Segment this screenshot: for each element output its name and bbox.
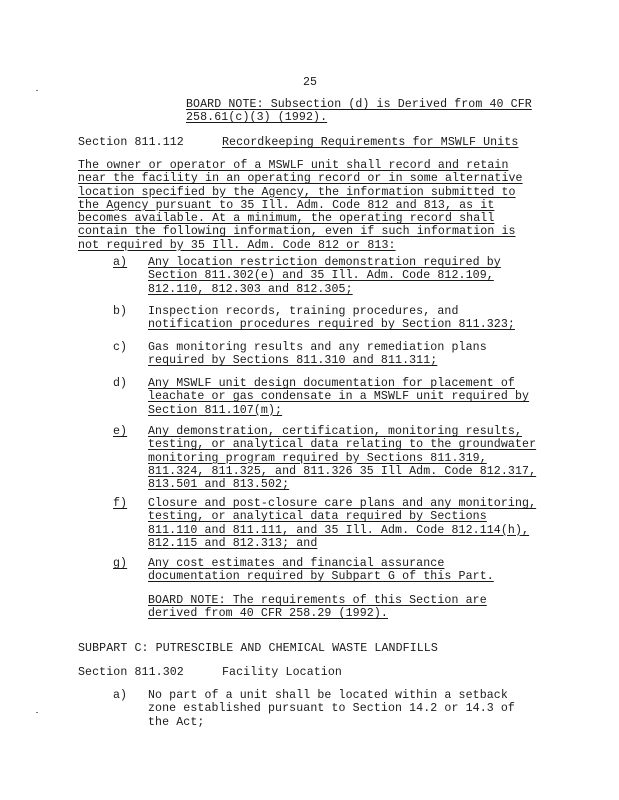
intro-line: becomes available. At a minimum, the operating record shall xyxy=(78,212,495,226)
item-line: notification procedures required by Section 811.323; xyxy=(148,318,515,332)
item-text xyxy=(148,377,529,417)
intro-line: contain the following information, even if such information is xyxy=(78,225,516,239)
item-line: documentation required by Subpart G of this Part. xyxy=(148,570,494,584)
item-line: 812.110, 812.303 and 812.305; xyxy=(148,282,353,296)
section-number: Section 811.302 xyxy=(78,666,184,679)
intro-line: location specified by the Agency, the information submitted to xyxy=(78,185,516,199)
item-line: 811.110 and 811.111, and 35 Ill. Adm. Code 812.114(h), xyxy=(148,523,530,537)
item-line: Any MSWLF unit design documentation for placement of xyxy=(148,377,515,390)
item-line: leachate or gas condensate in a MSWLF unit required by xyxy=(148,390,530,404)
section-title: Facility Location xyxy=(222,666,342,679)
item-label: g) xyxy=(113,557,128,570)
item-line: Any cost estimates and financial assurance xyxy=(148,557,445,570)
board-note-top xyxy=(186,98,532,125)
item-line: 813.501 and 813.502; xyxy=(148,478,290,492)
item-text xyxy=(148,425,536,491)
scan-mark xyxy=(36,712,38,713)
item-line: monitoring program required by Sections 811.319, xyxy=(148,451,487,465)
intro-line: the Agency pursuant to 35 Ill. Adm. Code 812 and 813, as it xyxy=(78,198,495,212)
item-text xyxy=(148,256,501,296)
item-text xyxy=(148,689,515,729)
item-text xyxy=(148,305,515,332)
subpart-heading: SUBPART C: PUTRESCIBLE AND CHEMICAL WASTE LANDFILLS xyxy=(78,642,438,655)
item-label: a) xyxy=(113,256,128,269)
item-line: zone established pursuant to Section 14.2 or 14.3 of xyxy=(148,702,515,716)
item-label: a) xyxy=(113,689,128,702)
item-label: b) xyxy=(113,305,128,318)
intro-line: not required by 35 Ill. Adm. Code 812 or 813: xyxy=(78,238,396,252)
item-line: No part of a unit shall be located within a setback xyxy=(148,689,508,702)
item-label: e) xyxy=(113,425,128,438)
item-line: Section 811.302(e) and 35 Ill. Adm. Code 812.109, xyxy=(148,269,494,283)
item-line: Any demonstration, certification, monitoring results, xyxy=(148,425,523,438)
item-line: 812.115 and 812.313; and xyxy=(148,536,318,550)
item-text xyxy=(148,341,487,368)
board-note-line: derived from 40 CFR 258.29 (1992). xyxy=(148,607,388,621)
item-text xyxy=(148,497,536,550)
board-note-line: BOARD NOTE: The requirements of this Section are xyxy=(148,594,487,607)
section-number: Section 811.112 xyxy=(78,136,184,149)
item-line: Section 811.107(m); xyxy=(148,403,283,417)
board-note-bottom xyxy=(148,594,487,621)
item-line: Closure and post-closure care plans and any monitoring, xyxy=(148,497,537,510)
board-note-line: 258.61(c)(3) (1992). xyxy=(186,111,328,125)
page-number: 25 xyxy=(303,76,318,89)
intro-line: near the facility in an operating record or in some alternative xyxy=(78,172,523,186)
item-line: Gas monitoring results and any remediation plans xyxy=(148,341,487,354)
item-line: 811.324, 811.325, and 811.326 35 Ill Adm. Code 812.317, xyxy=(148,464,537,478)
item-line: testing, or analytical data required by Sections xyxy=(148,510,487,524)
scan-mark xyxy=(36,90,38,91)
item-label: c) xyxy=(113,341,128,354)
intro-paragraph xyxy=(78,159,523,252)
item-line: required by Sections 811.310 and 811.311; xyxy=(148,354,438,368)
item-line: the Act; xyxy=(148,715,205,729)
board-note-line: BOARD NOTE: Subsection (d) is Derived from 40 CFR xyxy=(186,98,532,111)
item-label: d) xyxy=(113,377,128,390)
section-title: Recordkeeping Requirements for MSWLF Units xyxy=(222,136,519,149)
item-line: testing, or analytical data relating to the groundwater xyxy=(148,438,537,452)
item-text xyxy=(148,557,494,584)
item-label: f) xyxy=(113,497,128,510)
item-line: Any location restriction demonstration required by xyxy=(148,256,501,269)
intro-line: The owner or operator of a MSWLF unit shall record and retain xyxy=(78,159,509,172)
item-line: Inspection records, training procedures, and xyxy=(148,305,459,318)
